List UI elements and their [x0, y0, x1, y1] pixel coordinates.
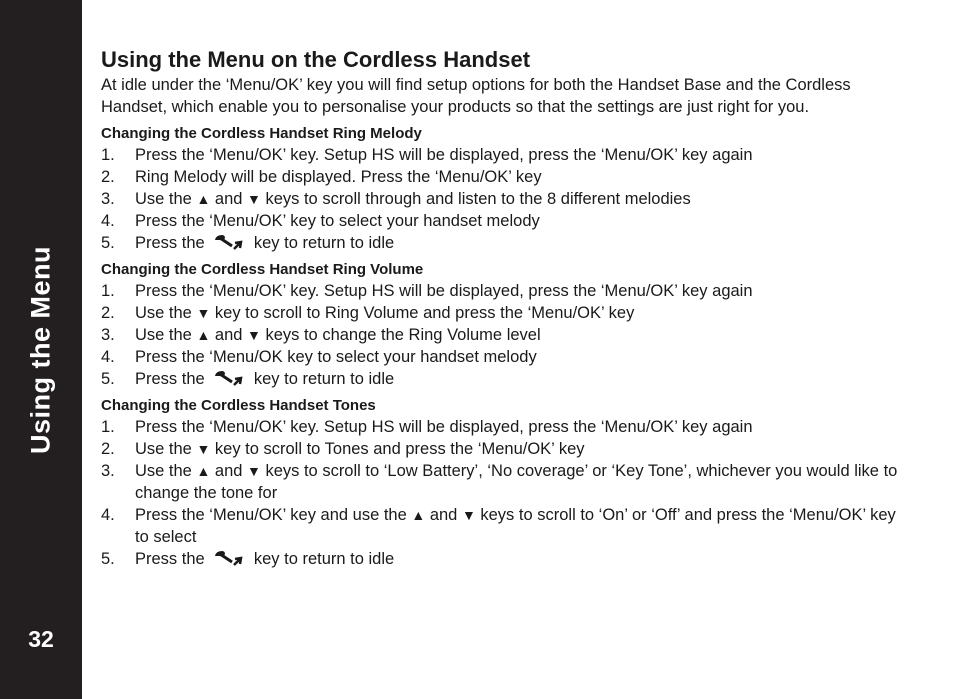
step-text: Press the	[135, 370, 210, 388]
step-text: Press the	[135, 234, 210, 252]
step-text: and	[210, 326, 248, 344]
list-item	[101, 416, 901, 438]
step-text: Use the	[135, 304, 197, 322]
step-text: Use the	[135, 326, 197, 344]
step-text: and	[210, 190, 248, 208]
step-number: 5.	[101, 370, 115, 388]
step-text: keys to scroll to ‘On’ or ‘Off’ and press the ‘Menu/OK’ key to select	[135, 506, 896, 546]
steps-ring-melody	[101, 144, 901, 254]
list-item	[101, 324, 901, 346]
steps-tones	[101, 416, 901, 570]
step-text: Use the	[135, 462, 197, 480]
step-number: 4.	[101, 348, 115, 366]
step-number: 1.	[101, 282, 115, 300]
up-arrow-icon: ▲	[196, 463, 211, 479]
step-text: Press the ‘Menu/OK’ key to select your handset melody	[135, 212, 540, 230]
step-text: Press the ‘Menu/OK key to select your handset melody	[135, 348, 537, 366]
step-text: Use the	[135, 190, 197, 208]
main-content	[101, 46, 901, 570]
sidebar	[0, 0, 82, 699]
list-item	[101, 302, 901, 324]
step-text: Press the ‘Menu/OK’ key. Setup HS will be displayed, press the ‘Menu/OK’ key again	[135, 418, 753, 436]
page-title: Using the Menu on the Cordless Handset	[101, 47, 531, 72]
up-arrow-icon: ▲	[196, 191, 211, 207]
list-item	[101, 232, 901, 254]
end-call-icon	[213, 233, 243, 251]
end-call-icon	[213, 549, 243, 567]
step-text: key to scroll to Tones and press the ‘Menu/OK’ key	[210, 440, 585, 458]
step-number: 4.	[101, 212, 115, 230]
step-number: 2.	[101, 440, 115, 458]
step-number: 4.	[101, 506, 115, 524]
step-text: keys to scroll to ‘Low Battery’, ‘No coverage’ or ‘Key Tone’, whichever you would like to change the tone for	[135, 462, 898, 502]
down-arrow-icon: ▼	[461, 507, 476, 523]
step-text: Press the ‘Menu/OK’ key. Setup HS will be displayed, press the ‘Menu/OK’ key again	[135, 282, 753, 300]
step-text: key to return to idle	[249, 550, 395, 568]
list-item	[101, 144, 901, 166]
end-call-icon	[213, 369, 243, 387]
page-number: 32	[28, 626, 54, 652]
list-item	[101, 188, 901, 210]
list-item	[101, 280, 901, 302]
intro-paragraph: At idle under the ‘Menu/OK’ key you will find setup options for both the Handset Base and the Cordless Handset, which enable you to personalise your products so that the settings are just right for you.	[101, 76, 851, 116]
step-text: keys to scroll through and listen to the 8 different melodies	[260, 190, 691, 208]
down-arrow-icon: ▼	[247, 327, 261, 343]
step-number: 3.	[101, 190, 115, 208]
list-item	[101, 368, 901, 390]
up-arrow-icon: ▲	[411, 507, 426, 523]
step-number: 5.	[101, 234, 115, 252]
step-text: Ring Melody will be displayed. Press the ‘Menu/OK’ key	[135, 168, 542, 186]
step-text: Press the	[135, 550, 210, 568]
list-item	[101, 460, 901, 504]
step-number: 5.	[101, 550, 115, 568]
step-number: 3.	[101, 326, 115, 344]
step-number: 2.	[101, 304, 115, 322]
section-title-tones: Changing the Cordless Handset Tones	[101, 397, 376, 414]
list-item	[101, 548, 901, 570]
sidebar-title: Using the Menu	[25, 246, 56, 454]
step-text: key to return to idle	[249, 370, 395, 388]
step-text: key to scroll to Ring Volume and press the ‘Menu/OK’ key	[210, 304, 635, 322]
list-item	[101, 346, 901, 368]
up-arrow-icon: ▲	[196, 327, 211, 343]
steps-ring-volume	[101, 280, 901, 390]
section-title-ring-volume: Changing the Cordless Handset Ring Volume	[101, 261, 424, 278]
list-item	[101, 166, 901, 188]
step-number: 2.	[101, 168, 115, 186]
step-text: Press the ‘Menu/OK’ key. Setup HS will be displayed, press the ‘Menu/OK’ key again	[135, 146, 753, 164]
step-text: Press the ‘Menu/OK’ key and use the	[135, 506, 412, 524]
step-text: key to return to idle	[249, 234, 395, 252]
step-number: 1.	[101, 418, 115, 436]
step-text: Use the	[135, 440, 197, 458]
step-number: 1.	[101, 146, 115, 164]
down-arrow-icon: ▼	[196, 441, 211, 457]
down-arrow-icon: ▼	[247, 191, 261, 207]
step-number: 3.	[101, 462, 115, 480]
step-text: and	[425, 506, 462, 524]
list-item	[101, 438, 901, 460]
step-text: keys to change the Ring Volume level	[260, 326, 541, 344]
list-item	[101, 504, 901, 548]
step-text: and	[210, 462, 248, 480]
down-arrow-icon: ▼	[247, 463, 261, 479]
list-item	[101, 210, 901, 232]
down-arrow-icon: ▼	[196, 305, 211, 321]
section-title-ring-melody: Changing the Cordless Handset Ring Melody	[101, 125, 422, 142]
